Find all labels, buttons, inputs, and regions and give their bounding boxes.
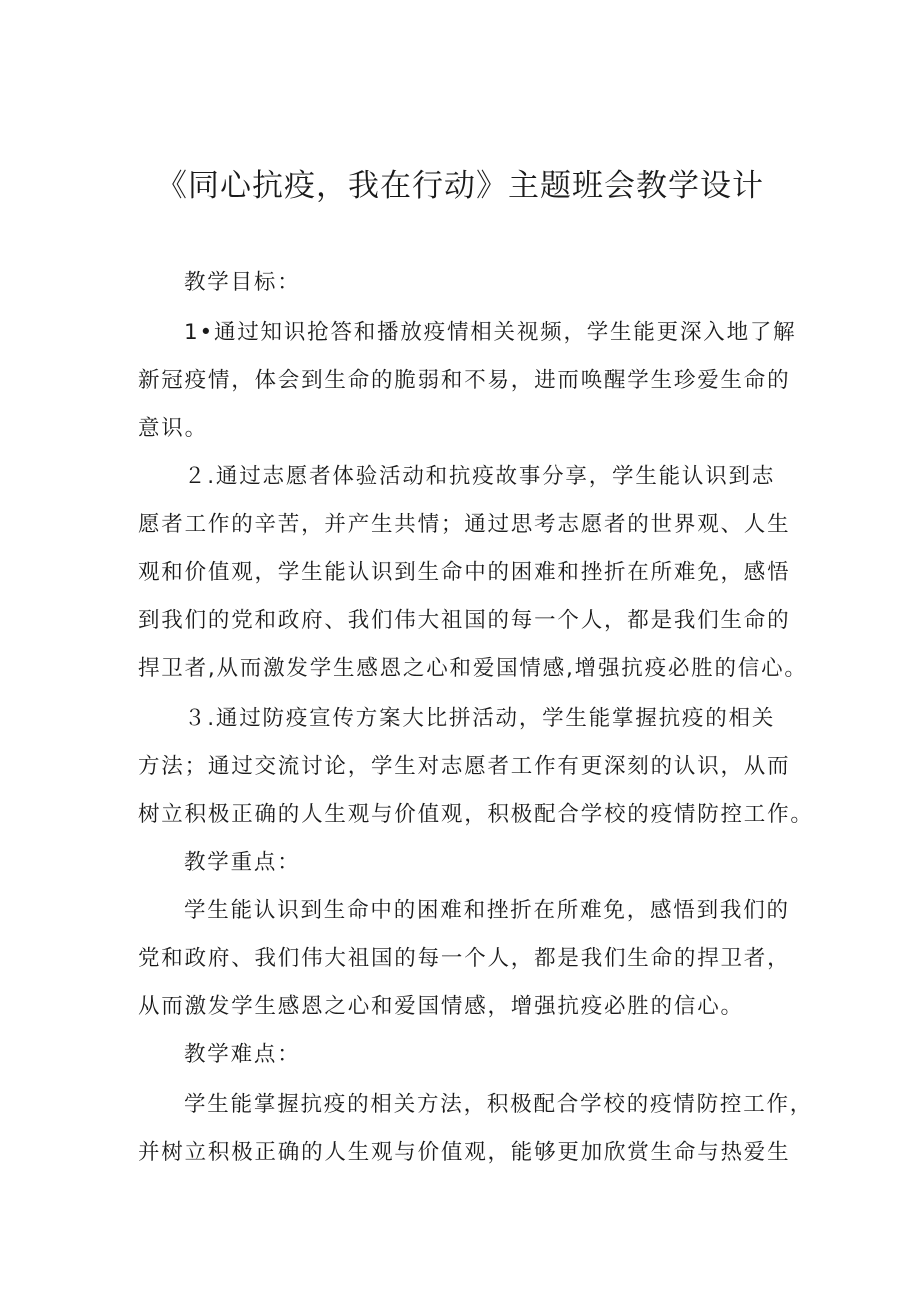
paragraph-line: 并树立积极正确的人生观与价值观，能够更加欣赏生命与热爱生 [138, 1140, 791, 1165]
section-heading-objectives: 教学目标： [184, 270, 301, 295]
paragraph-line: 到我们的党和政府、我们伟大祖国的每一个人，都是我们生命的 [138, 608, 791, 633]
paragraph-line: 愿者工作的辛苦，并产生共情；通过思考志愿者的世界观、人生 [138, 512, 791, 537]
paragraph-line: 观和价值观，学生能认识到生命中的困难和挫折在所难免，感悟 [138, 560, 791, 585]
paragraph-line: 树立积极正确的人生观与价值观，积极配合学校的疫情防控工作。 [138, 802, 814, 827]
section-heading-difficulties: 教学难点： [184, 1042, 301, 1067]
paragraph-line: 新冠疫情，体会到生命的脆弱和不易，进而唤醒学生珍爱生命的 [138, 368, 791, 393]
paragraph-line: 学生能认识到生命中的困难和挫折在所难免，感悟到我们的 [184, 898, 790, 923]
paragraph-line: 从而激发学生感恩之心和爱国情感，增强抗疫必胜的信心。 [138, 994, 744, 1019]
paragraph-line: 党和政府、我们伟大祖国的每一个人，都是我们生命的捍卫者， [138, 946, 791, 971]
paragraph-line: ３.通过防疫宣传方案大比拼活动，学生能掌握抗疫的相关 [184, 706, 776, 731]
section-heading-key-points: 教学重点： [184, 850, 301, 875]
document-title: 《同心抗疫，我在行动》主题班会教学设计 [156, 168, 764, 204]
paragraph-line: ２.通过志愿者体验活动和抗疫故事分享，学生能认识到志 [184, 464, 776, 489]
paragraph-line: 意识。 [138, 416, 208, 441]
paragraph-line: 方法；通过交流讨论，学生对志愿者工作有更深刻的认识，从而 [138, 754, 791, 779]
paragraph-line: 学生能掌握抗疫的相关方法，积极配合学校的疫情防控工作， [184, 1092, 814, 1117]
paragraph-line: 1•通过知识抢答和播放疫情相关视频，学生能更深入地了解 [184, 320, 797, 345]
paragraph-line: 捍卫者,从而激发学生感恩之心和爱国情感,增强抗疫必胜的信心。 [138, 656, 808, 681]
